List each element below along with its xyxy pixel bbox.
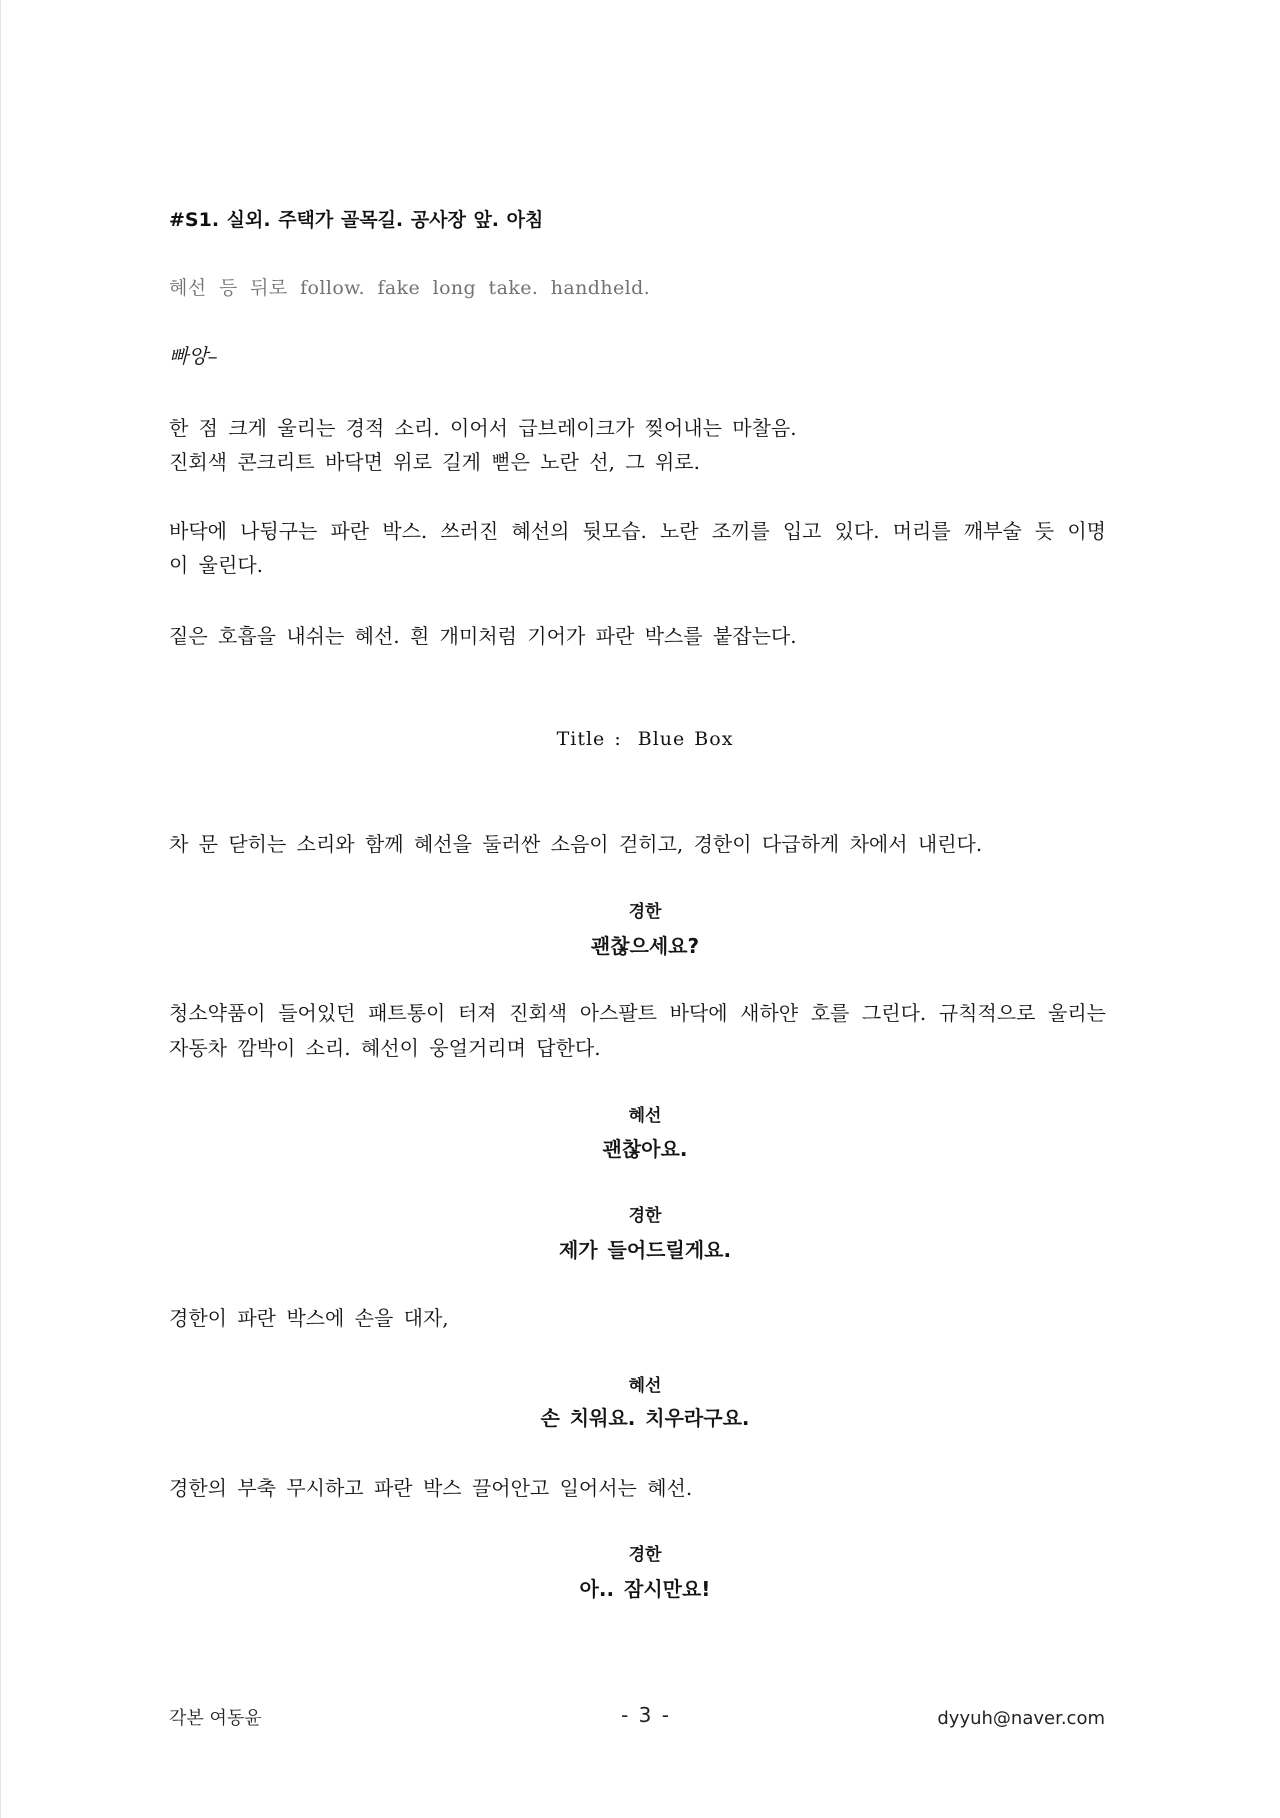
action-line: 자동차 깜박이 소리. 혜선이 웅얼거리며 답한다. (169, 1036, 601, 1060)
camera-direction-note: 혜선 등 뒤로 follow. fake long take. handheld. (169, 277, 651, 299)
footer-email: dyyuh@naver.com (937, 1708, 1105, 1729)
dialogue-line: 괜찮아요. (602, 1137, 688, 1161)
dialogue-line: 괜찮으세요? (590, 934, 700, 958)
action-line: 경한의 부축 무시하고 파란 박스 끌어안고 일어서는 혜선. (169, 1476, 693, 1500)
page-number: - 3 - (621, 1703, 669, 1727)
scene-heading: #S1. 실외. 주택가 골목길. 공사장 앞. 아침 (169, 209, 544, 231)
action-line: 짙은 호흡을 내쉬는 혜선. 흰 개미처럼 기어가 파란 박스를 붙잡는다. (169, 624, 797, 648)
title-card-label: Title : (556, 728, 622, 750)
footer-author: 각본 여동윤 (169, 1708, 262, 1729)
action-line: 바닥에 나뒹구는 파란 박스. 쓰러진 혜선의 뒷모습. 노란 조끼를 입고 있다. 머리를 깨부술 듯 이명 (169, 519, 1106, 543)
action-line: 이 울린다. (169, 553, 263, 577)
action-line: 진회색 콘크리트 바닥면 위로 길게 뻗은 노란 선, 그 위로. (169, 450, 700, 474)
character-cue: 혜선 (628, 1376, 662, 1396)
action-line: 차 문 닫히는 소리와 함께 혜선을 둘러싼 소음이 걷히고, 경한이 다급하게 차에서 내린다. (169, 832, 983, 856)
action-line: 경한이 파란 박스에 손을 대자, (169, 1306, 449, 1330)
character-cue: 경한 (628, 1545, 662, 1565)
sound-effect-line: 빠앙– (169, 344, 218, 368)
dialogue-line: 제가 들어드릴게요. (558, 1238, 732, 1262)
action-line: 한 점 크게 울리는 경적 소리. 이어서 급브레이크가 찢어내는 마찰음. (169, 416, 797, 440)
title-card (169, 722, 1121, 756)
dialogue-line: 아.. 잠시만요! (579, 1577, 711, 1601)
character-cue: 경한 (628, 1206, 662, 1226)
character-cue: 혜선 (628, 1106, 662, 1126)
dialogue-line: 손 치워요. 치우라구요. (540, 1406, 750, 1430)
title-card-value: Blue Box (637, 728, 734, 750)
action-line: 청소약품이 들어있던 패트통이 터져 진회색 아스팔트 바닥에 새하얀 호를 그린다. 규칙적으로 울리는 (169, 1001, 1106, 1025)
character-cue: 경한 (628, 902, 662, 922)
